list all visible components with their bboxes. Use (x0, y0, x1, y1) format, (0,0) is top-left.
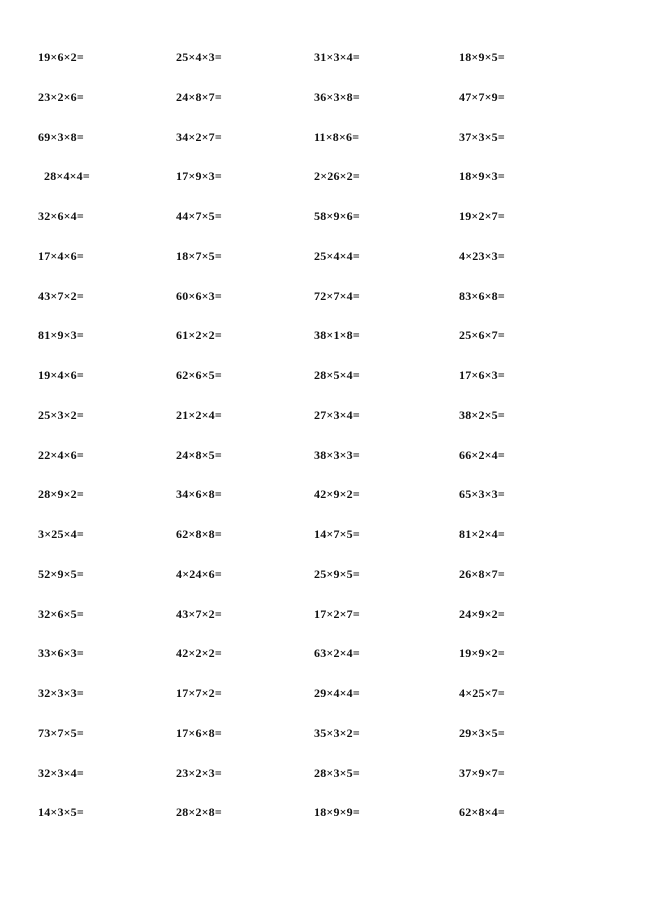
math-problem: 72×7×4= (314, 288, 360, 303)
math-problem: 38×1×8= (314, 328, 360, 343)
math-problem: 21×2×4= (176, 407, 222, 422)
math-problem: 36×3×8= (314, 89, 360, 104)
math-problem: 62×8×4= (459, 805, 505, 820)
math-problem: 29×4×4= (314, 686, 360, 700)
math-problem: 18×7×5= (176, 248, 222, 263)
math-problem: 19×6×2= (38, 50, 84, 64)
math-problem: 24×8×7= (176, 89, 222, 104)
math-problem: 34×2×7= (176, 129, 222, 144)
math-problem: 28×5×4= (314, 368, 360, 382)
math-problem: 31×3×4= (314, 50, 360, 64)
math-problem: 38×3×3= (314, 447, 360, 462)
math-problem: 4×25×7= (459, 686, 505, 700)
math-problem: 42×2×2= (176, 646, 222, 661)
math-problem: 17×7×2= (176, 686, 222, 700)
math-problem: 32×3×4= (38, 765, 84, 780)
math-problem: 22×4×6= (38, 447, 84, 462)
math-problem: 25×4×3= (176, 50, 222, 64)
math-problem: 42×9×2= (314, 487, 360, 502)
math-problem: 37×9×7= (459, 765, 505, 780)
math-problem: 43×7×2= (176, 606, 222, 621)
math-problem: 14×7×5= (314, 527, 360, 541)
math-problem: 61×2×2= (176, 328, 222, 343)
math-problem: 25×3×2= (38, 407, 84, 422)
math-problem: 32×6×5= (38, 606, 84, 621)
math-problem: 25×4×4= (314, 248, 360, 263)
math-problem: 14×3×5= (38, 805, 84, 820)
math-problem: 24×8×5= (176, 447, 222, 462)
math-problem: 17×6×8= (176, 725, 222, 740)
math-problem: 37×3×5= (459, 129, 505, 144)
math-problem: 18×9×9= (314, 805, 360, 820)
math-problem: 3×25×4= (38, 527, 84, 541)
math-problem: 43×7×2= (38, 288, 84, 303)
math-problem: 81×9×3= (38, 328, 84, 343)
math-problem: 27×3×4= (314, 407, 360, 422)
math-problem: 83×6×8= (459, 288, 505, 303)
math-problem: 11×8×6= (314, 129, 360, 144)
math-problem: 62×8×8= (176, 527, 222, 541)
math-problem: 24×9×2= (459, 606, 505, 621)
math-problem: 66×2×4= (459, 447, 505, 462)
math-problem: 4×23×3= (459, 248, 505, 263)
math-problem: 33×6×3= (38, 646, 84, 661)
math-problem: 28×3×5= (314, 765, 360, 780)
math-problem: 17×9×3= (176, 169, 222, 184)
math-problem: 34×6×8= (176, 487, 222, 502)
math-problem: 23×2×6= (38, 89, 84, 104)
math-problem: 25×6×7= (459, 328, 505, 343)
math-problem: 17×6×3= (459, 368, 505, 382)
math-problem: 81×2×4= (459, 527, 505, 541)
math-problem: 19×9×2= (459, 646, 505, 661)
math-problem: 18×9×3= (459, 169, 505, 184)
math-problem: 19×2×7= (459, 209, 505, 223)
math-problem: 28×2×8= (176, 805, 222, 820)
math-problem: 23×2×3= (176, 765, 222, 780)
math-problem: 2×26×2= (314, 169, 360, 184)
math-problem: 38×2×5= (459, 407, 505, 422)
math-problem: 19×4×6= (38, 368, 84, 382)
math-problem: 18×9×5= (459, 50, 505, 64)
math-problem: 32×6×4= (38, 209, 84, 223)
math-problem: 28×9×2= (38, 487, 84, 502)
math-problem: 73×7×5= (38, 725, 84, 740)
math-problem: 44×7×5= (176, 209, 222, 223)
math-problem: 60×6×3= (176, 288, 222, 303)
math-problem: 47×7×9= (459, 89, 505, 104)
math-problem: 69×3×8= (38, 129, 84, 144)
math-problem: 32×3×3= (38, 686, 84, 700)
math-problem: 28×4×4= (44, 169, 90, 184)
math-problem: 58×9×6= (314, 209, 360, 223)
math-problem: 63×2×4= (314, 646, 360, 661)
math-problem: 17×2×7= (314, 606, 360, 621)
math-problem: 4×24×6= (176, 566, 222, 581)
math-problem: 25×9×5= (314, 566, 360, 581)
math-problem: 35×3×2= (314, 725, 360, 740)
math-problem: 52×9×5= (38, 566, 84, 581)
math-problem: 26×8×7= (459, 566, 505, 581)
math-problem: 62×6×5= (176, 368, 222, 382)
math-problem: 29×3×5= (459, 725, 505, 740)
math-problem: 17×4×6= (38, 248, 84, 263)
problem-grid (38, 47, 598, 842)
math-problem: 65×3×3= (459, 487, 505, 502)
